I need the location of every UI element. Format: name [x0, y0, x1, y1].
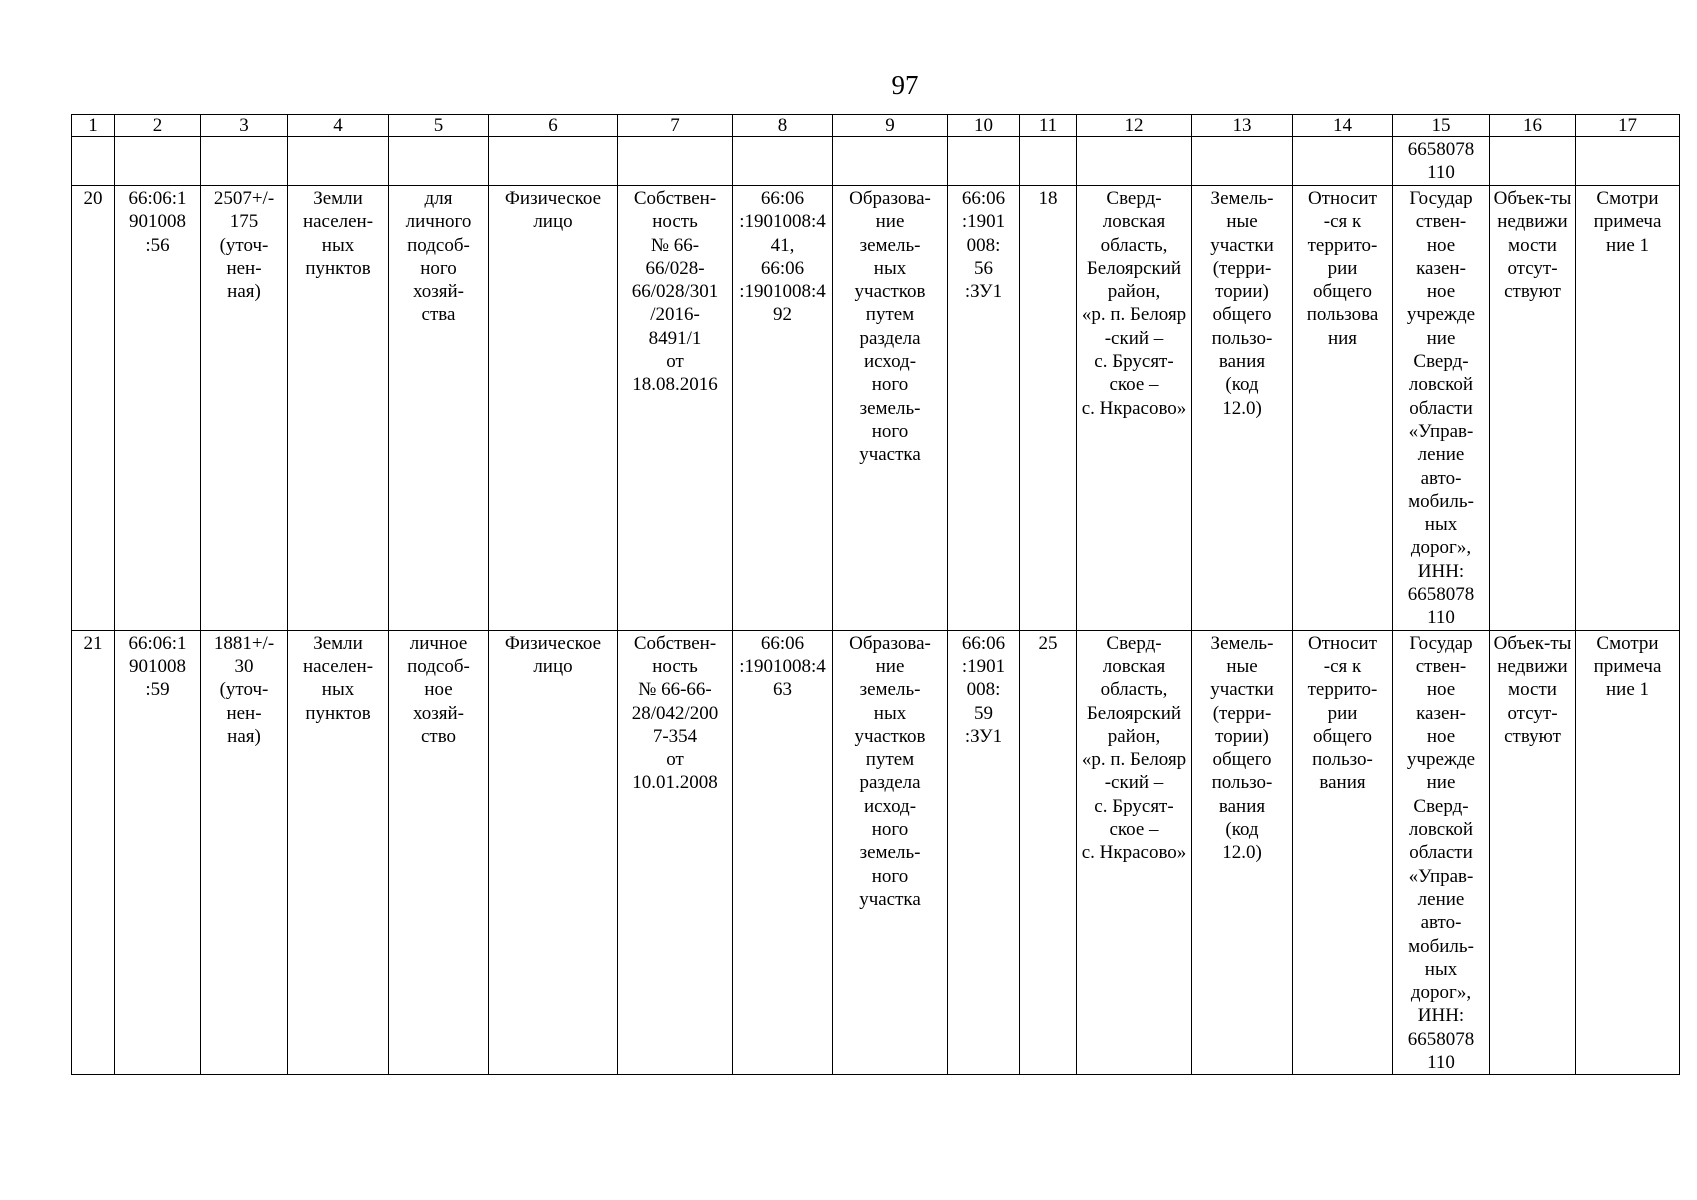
table-row: [72, 186, 1680, 631]
table-cell: Собствен- ность № 66- 66/028- 66/028/301 /2016- 8491/1 от 18.08.2016: [618, 186, 733, 631]
table-cell: 20: [72, 186, 115, 631]
table-cell: Относит -ся к террито- рии общего пользо- вания: [1293, 630, 1393, 1075]
header-cell: 11: [1020, 115, 1077, 137]
table-cell: Смотри примеча ние 1: [1576, 630, 1680, 1075]
table-cell: Физическое лицо: [489, 630, 618, 1075]
header-cell: 8: [733, 115, 833, 137]
table-cell: 1881+/- 30 (уточ- нен- ная): [201, 630, 288, 1075]
table-row: [72, 137, 1680, 186]
table-cell: [72, 137, 115, 186]
table-cell: [733, 137, 833, 186]
table-cell: 66:06:1 901008 :59: [115, 630, 201, 1075]
table-cell: Земли населен- ных пунктов: [288, 186, 389, 631]
table-cell: 66:06 :1901008:4 63: [733, 630, 833, 1075]
table-cell: 66:06:1 901008 :56: [115, 186, 201, 631]
header-cell: 6: [489, 115, 618, 137]
table-cell: личное подсоб- ное хозяй- ство: [389, 630, 489, 1075]
header-cell: 13: [1192, 115, 1293, 137]
table-cell: 25: [1020, 630, 1077, 1075]
table-cell: 66:06 :1901008:4 41, 66:06 :1901008:4 92: [733, 186, 833, 631]
header-cell: 1: [72, 115, 115, 137]
header-cell: 2: [115, 115, 201, 137]
table-cell: 66:06 :1901 008: 59 :ЗУ1: [948, 630, 1020, 1075]
table-cell: Физическое лицо: [489, 186, 618, 631]
table-cell: Сверд- ловская область, Белоярский район, «р. п. Белояр -ский – с. Брусят- ское – с. Нкрасово»: [1077, 186, 1192, 631]
table-cell: Государ ствен- ное казен- ное учрежде ние Сверд- ловской области «Управ- ление авто- мобиль- ных дорог», ИНН: 6658078 110: [1393, 186, 1490, 631]
table-cell: [1576, 137, 1680, 186]
header-cell: 16: [1490, 115, 1576, 137]
header-cell: 7: [618, 115, 733, 137]
table-cell: Образова- ние земель- ных участков путем раздела исход- ного земель- ного участка: [833, 186, 948, 631]
header-cell: 4: [288, 115, 389, 137]
table-cell: [201, 137, 288, 186]
table-cell: Объек-ты недвижи мости отсут- ствуют: [1490, 186, 1576, 631]
table-cell: Объек-ты недвижи мости отсут- ствуют: [1490, 630, 1576, 1075]
header-cell: 9: [833, 115, 948, 137]
table-cell: 66:06 :1901 008: 56 :ЗУ1: [948, 186, 1020, 631]
table-cell: Образова- ние земель- ных участков путем раздела исход- ного земель- ного участка: [833, 630, 948, 1075]
header-cell: 10: [948, 115, 1020, 137]
table-cell: Государ ствен- ное казен- ное учрежде ние Сверд- ловской области «Управ- ление авто- мобиль- ных дорог», ИНН: 6658078 110: [1393, 630, 1490, 1075]
table-cell: [1020, 137, 1077, 186]
header-cell: 15: [1393, 115, 1490, 137]
table-cell: Сверд- ловская область, Белоярский район, «р. п. Белояр -ский – с. Брусят- ское – с. Нкрасово»: [1077, 630, 1192, 1075]
data-table: [71, 114, 1680, 1075]
header-cell: 12: [1077, 115, 1192, 137]
table-cell: [115, 137, 201, 186]
table-cell: [1077, 137, 1192, 186]
table-row: [72, 630, 1680, 1075]
table-cell: для личного подсоб- ного хозяй- ства: [389, 186, 489, 631]
table-cell: [1192, 137, 1293, 186]
header-cell: 14: [1293, 115, 1393, 137]
page-number: 97: [891, 70, 919, 100]
table-cell: 6658078 110: [1393, 137, 1490, 186]
table-cell: [833, 137, 948, 186]
table-cell: Собствен- ность № 66-66- 28/042/200 7-354 от 10.01.2008: [618, 630, 733, 1075]
table-cell: [489, 137, 618, 186]
table-cell: Земель- ные участки (терри- тории) общего пользо- вания (код 12.0): [1192, 630, 1293, 1075]
table-cell: [288, 137, 389, 186]
table-cell: 21: [72, 630, 115, 1075]
table-cell: [1490, 137, 1576, 186]
table-cell: Земли населен- ных пунктов: [288, 630, 389, 1075]
header-cell: 17: [1576, 115, 1680, 137]
table-cell: Земель- ные участки (терри- тории) общего пользо- вания (код 12.0): [1192, 186, 1293, 631]
header-row: [72, 115, 1680, 137]
table-cell: [618, 137, 733, 186]
header-cell: 3: [201, 115, 288, 137]
table-cell: [1293, 137, 1393, 186]
table-cell: 18: [1020, 186, 1077, 631]
table-cell: 2507+/- 175 (уточ- нен- ная): [201, 186, 288, 631]
header-cell: 5: [389, 115, 489, 137]
table-cell: [389, 137, 489, 186]
table-cell: Смотри примеча ние 1: [1576, 186, 1680, 631]
table-cell: [948, 137, 1020, 186]
table-cell: Относит -ся к террито- рии общего пользова ния: [1293, 186, 1393, 631]
